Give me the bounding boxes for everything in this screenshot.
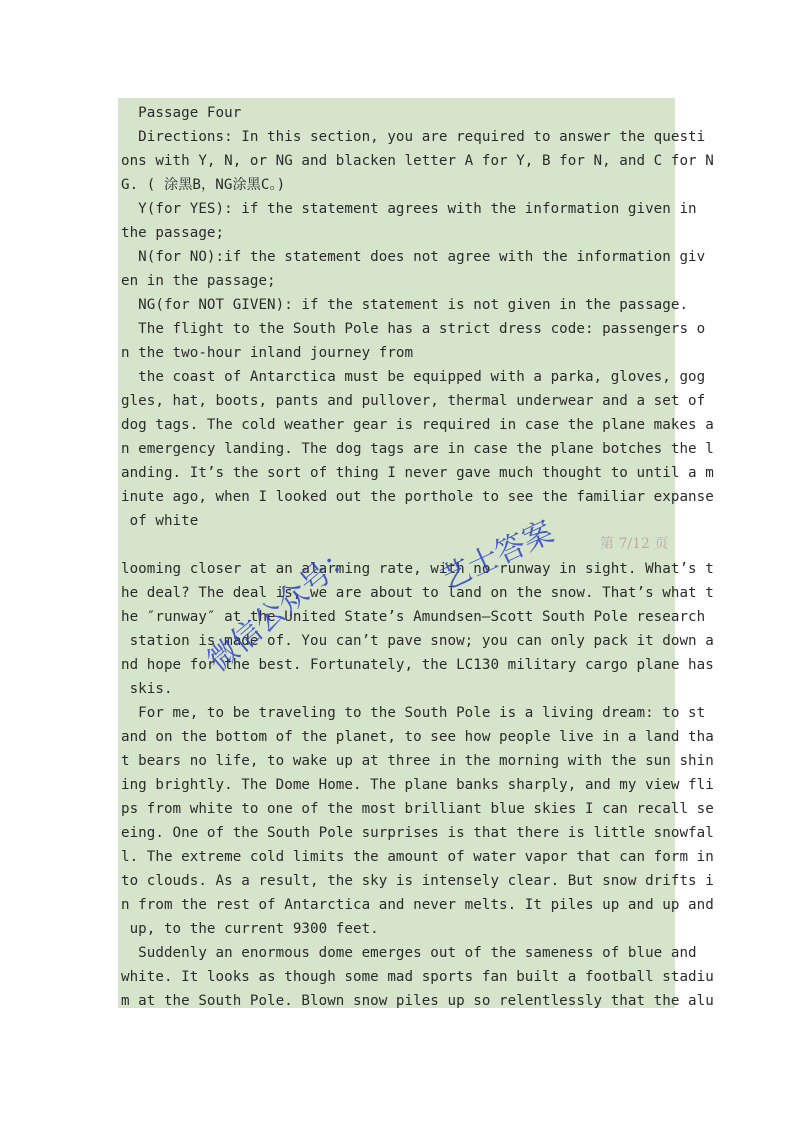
text-line: he ″runway″ at the United State’s Amundsen—Scott South Pole research [121, 609, 706, 625]
text-line: eing. One of the South Pole surprises is that there is little snowfal [121, 825, 714, 841]
text-line: The flight to the South Pole has a strict dress code: passengers o [121, 321, 706, 337]
text-line: t bears no life, to wake up at three in the morning with the sun shin [121, 753, 714, 769]
text-line: m at the South Pole. Blown snow piles up so relentlessly that the alu [121, 993, 714, 1009]
text-line: nd hope for the best. Fortunately, the LC130 military cargo plane has [121, 657, 714, 673]
text-line: en in the passage; [121, 273, 276, 289]
text-line: he deal? The deal is, we are about to land on the snow. That’s what t [121, 585, 714, 601]
watermark-part2: 艺士答案 [435, 514, 559, 597]
text-line: gles, hat, boots, pants and pullover, thermal underwear and a set of [121, 393, 706, 409]
text-line: dog tags. The cold weather gear is required in case the plane makes a [121, 417, 714, 433]
text-line: up, to the current 9300 feet. [121, 921, 379, 937]
text-line: the passage; [121, 225, 225, 241]
text-line: ons with Y, N, or NG and blacken letter A for Y, B for N, and C for N [121, 153, 714, 169]
text-line: ing brightly. The Dome Home. The plane banks sharply, and my view fli [121, 777, 714, 793]
text-line: anding. It’s the sort of thing I never gave much thought to until a m [121, 465, 714, 481]
text-line: ps from white to one of the most brilliant blue skies I can recall se [121, 801, 714, 817]
text-line: Passage Four [121, 105, 242, 121]
text-line: Y(for YES): if the statement agrees with the information given in [121, 201, 697, 217]
text-line: n the two-hour inland journey from [121, 345, 414, 361]
text-line: to clouds. As a result, the sky is intensely clear. But snow drifts i [121, 873, 714, 889]
text-line: looming closer at an alarming rate, with no runway in sight. What’s t [121, 561, 714, 577]
text-line: of white [121, 513, 199, 529]
text-line: Directions: In this section, you are required to answer the questi [121, 129, 706, 145]
text-line: inute ago, when I looked out the porthole to see the familiar expanse [121, 489, 714, 505]
text-line: the coast of Antarctica must be equipped with a parka, gloves, gog [121, 369, 706, 385]
text-line: G. ( 涂黑B，NG涂黑C。) [121, 177, 286, 193]
page-number: 第 7/12 页 [600, 536, 669, 552]
text-line: N(for NO):if the statement does not agree with the information giv [121, 249, 706, 265]
text-line: For me, to be traveling to the South Pole is a living dream: to st [121, 705, 706, 721]
text-line: l. The extreme cold limits the amount of water vapor that can form in [121, 849, 714, 865]
watermark-part1: 微信公众号： [201, 536, 362, 679]
text-line: skis. [121, 681, 173, 697]
text-line: white. It looks as though some mad sports fan built a football stadiu [121, 969, 714, 985]
text-line: n emergency landing. The dog tags are in case the plane botches the l [121, 441, 714, 457]
text-line: station is made of. You can’t pave snow; you can only pack it down a [121, 633, 714, 649]
text-line: Suddenly an enormous dome emerges out of the sameness of blue and [121, 945, 697, 961]
text-line: and on the bottom of the planet, to see how people live in a land tha [121, 729, 714, 745]
text-line: NG(for NOT GIVEN): if the statement is not given in the passage. [121, 297, 689, 313]
text-line: n from the rest of Antarctica and never melts. It piles up and up and [121, 897, 714, 913]
